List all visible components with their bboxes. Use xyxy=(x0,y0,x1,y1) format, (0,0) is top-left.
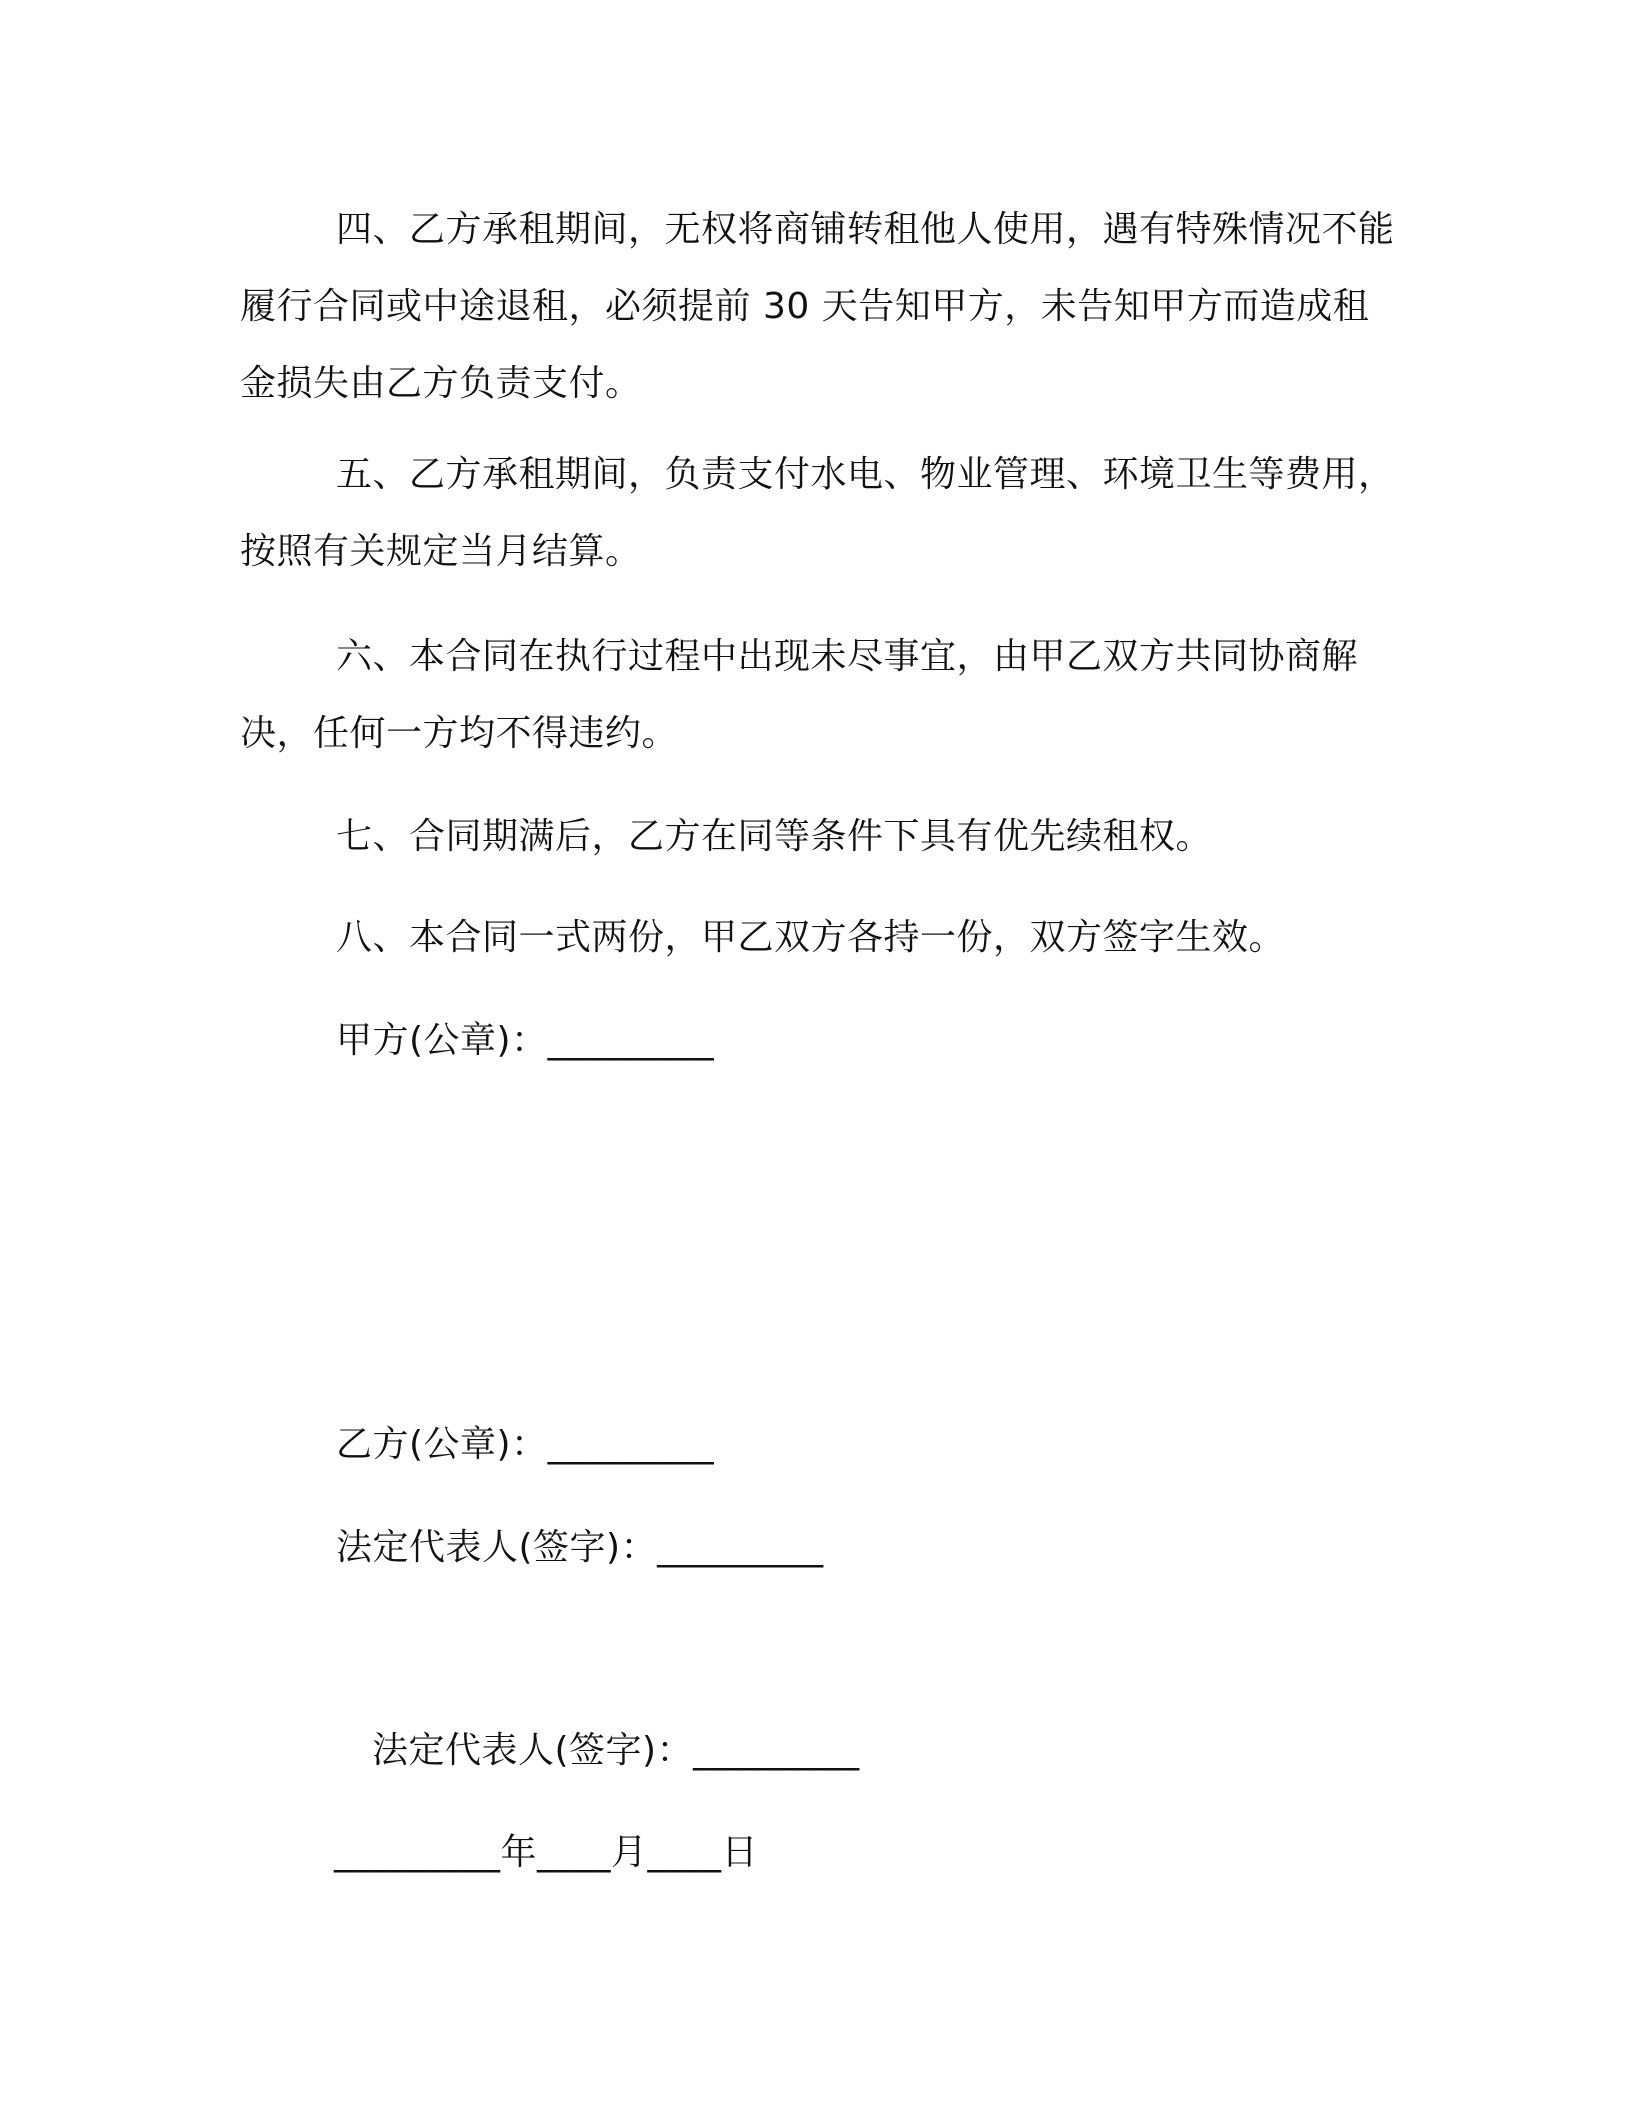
clause-four: 四、乙方承租期间，无权将商铺转租他人使用，遇有特殊情况不能履行合同或中途退租，必须提前 30 天告知甲方，未告知甲方而造成租金损失由乙方负责支付。 xyxy=(240,209,1395,404)
clause-eight: 八、本合同一式两份，甲乙双方各持一份，双方签字生效。 xyxy=(336,917,1286,958)
clause-six: 六、本合同在执行过程中出现未尽事宜，由甲乙双方共同协商解决，任何一方均不得违约。 xyxy=(240,636,1359,754)
legal-representative-signature-line-2: 法定代表人(签字)：_________ xyxy=(372,1730,860,1771)
party-a-seal-line: 甲方(公章)：_________ xyxy=(336,1020,715,1061)
clause-five: 五、乙方承租期间，负责支付水电、物业管理、环境卫生等费用，按照有关规定当月结算。 xyxy=(240,454,1395,572)
date-line: _________年____月____日 xyxy=(334,1832,758,1873)
party-b-seal-line: 乙方(公章)：_________ xyxy=(336,1424,715,1465)
legal-representative-signature-line: 法定代表人(签字)：_________ xyxy=(336,1527,824,1568)
clause-seven: 七、合同期满后，乙方在同等条件下具有优先续租权。 xyxy=(336,816,1213,857)
